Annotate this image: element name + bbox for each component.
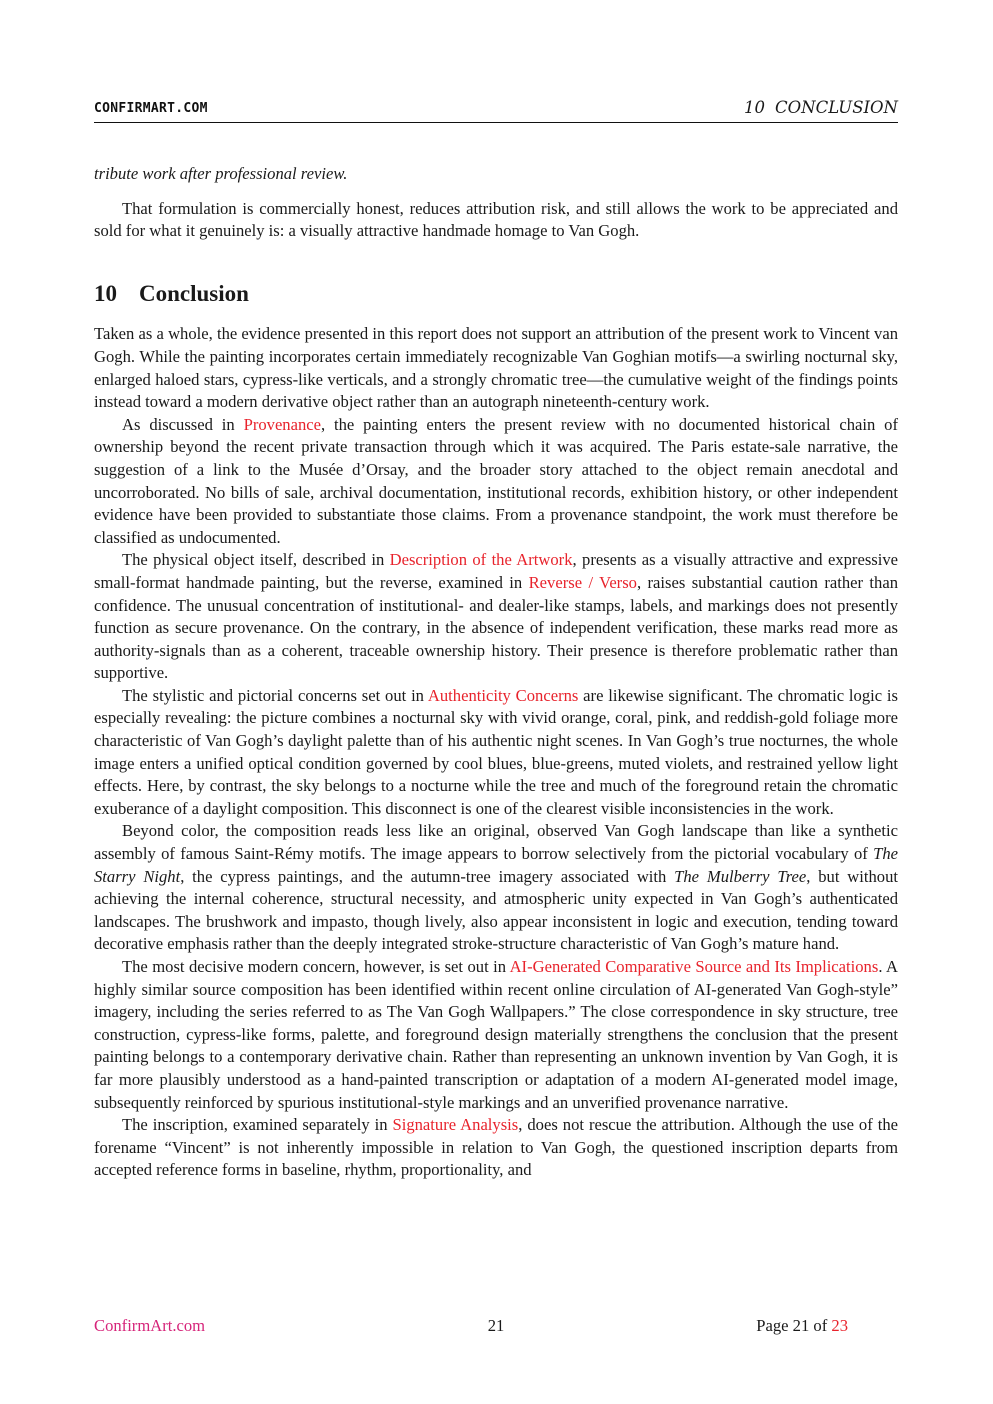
continued-text: tribute work after professional review.: [94, 164, 348, 183]
text-run: , the painting enters the present review with no documented historical chain of ownership beyond the recent private transaction through which it was acquired. The Paris estate-sale narrative, the suggestion of a link to the Musée d’Orsay, and the broader story attached to the object remain anecdotal and uncorroborated. No bills of sale, archival documentation, institutional records, exhibition history, or other independent evidence have been provided to substantiate those claims. From a provenance standpoint, the work must therefore be classified as undocumented.: [94, 414, 898, 547]
text-run: , does not rescue the attribution. Although the use of the forename “Vincent” is not inherently impossible in relation to Van Gogh, the questioned inscription departs from accepted reference forms in baseline, rhythm, proportionality, and: [94, 1115, 898, 1180]
text-run: The physical object itself, described in: [122, 550, 390, 570]
conclusion-paragraph-4: [94, 685, 898, 821]
conclusion-paragraph-1: Taken as a whole, the evidence presented in this report does not support an attribution of the present work to Vincent van Gogh. While the painting incorporates certain immediately recognizable Van Goghian motifs—a swirling nocturnal sky, enlarged haloed stars, cypress-like verticals, and a strongly chromatic tree—the cumulative weight of the findings points instead toward a modern derivative object rather than an autograph nineteenth-century work.: [94, 324, 898, 412]
artwork-title-mulberry-tree: The Mulberry Tree: [674, 866, 807, 886]
footer-page-number: 21: [487, 1316, 505, 1335]
text-run: The inscription, examined separately in: [122, 1115, 393, 1135]
confirmart-logo[interactable]: CONFIRMART.COM: [94, 101, 208, 116]
running-section-name: CONCLUSION: [775, 98, 898, 117]
paragraph-gap: [94, 186, 898, 198]
text-run: are likewise significant. The chromatic logic is especially revealing: the picture combines a nocturnal sky with vivid orange, coral, pink, and reddish-gold foliage more characteristic of Van Gogh’s daylight palette than of his authentic night scenes. In Van Gogh’s true nocturnes, the whole image enters a unified optical condition governed by cool blues, blue-greens, muted violets, and restrained yellow light effects. Here, by contrast, the sky belongs to a nocturne while the tree and much of the foreground retain the chromatic exuberance of a daylight composition. This disconnect is one of the clearest visible inconsistencies in the work.: [94, 685, 898, 818]
section-number: 10: [94, 280, 117, 306]
footer-page-prefix: Page 21 of: [756, 1316, 832, 1335]
conclusion-paragraph-2: [94, 414, 898, 550]
link-signature-analysis[interactable]: Signature Analysis: [392, 1115, 519, 1135]
link-description-of-artwork[interactable]: Description of the Artwork: [389, 550, 573, 570]
text-run: The stylistic and pictorial concerns set out in: [122, 685, 428, 705]
conclusion-paragraph-6: [94, 956, 898, 1114]
footer-page-total-link[interactable]: 23: [831, 1316, 848, 1335]
conclusion-paragraph-5: [94, 820, 898, 956]
text-run: As discussed in: [122, 414, 244, 434]
intro-paragraph: That formulation is commercially honest, reduces attribution risk, and still allows the work to be appreciated and sold for what it genuinely is: a visually attractive handmade homage to Van Gogh.: [94, 198, 898, 241]
running-section-number: 10: [744, 98, 766, 117]
link-ai-generated-source[interactable]: AI-Generated Comparative Source and Its Implications: [509, 957, 879, 976]
text-run: , presents as a visually attractive and expressive small-format handmade painting, but the reverse, examined in: [94, 550, 899, 592]
text-run: Beyond color, the composition reads less like an original, observed Van Gogh landscape than like a synthetic assembly of famous Saint-Rémy motifs. The image appears to borrow selectively from the pictorial vocabulary of: [94, 821, 898, 864]
section-title: Conclusion: [139, 280, 249, 306]
text-run: The most decisive modern concern, however, is set out in: [122, 957, 510, 976]
conclusion-paragraph-7: [94, 1114, 898, 1182]
conclusion-paragraph-3: [94, 549, 898, 685]
text-run: , but without achieving the internal coherence, structural necessity, and atmospheric unity expected in Van Gogh’s authenticated landscapes. The brushwork and impasto, though lively, also appear inconsistent in logic and execution, tending toward decorative emphasis rather than the deeply integrated stroke-structure characteristic of Van Gogh’s mature hand.: [94, 866, 899, 954]
page-footer: [94, 1316, 898, 1338]
link-reverse-verso[interactable]: Reverse / Verso: [528, 572, 637, 592]
text-run: . A highly similar source composition has been identified within recent online circulation of AI-generated Van Gogh-style” imagery, including the series referred to as The Van Gogh Wallpapers.” The close correspondence in sky structure, tree construction, cypress-like forms, palette, and foreground design materially strengthens the conclusion that the present painting belongs to a contemporary derivative chain. Rather than representing an unknown invention by Van Gogh, it is far more plausibly understood as a hand-painted transcription or adaptation of a modern AI-generated model image, subsequently reinforced by spurious institutional-style markings and an unverified provenance narrative.: [94, 957, 898, 1112]
text-run: , raises substantial caution rather than confidence. The unusual concentration of institutional- and dealer-like stamps, labels, and markings does not presently function as secure provenance. On the contrary, in the absence of independent verification, these marks read more as authority-signals than as a coherent, traceable ownership history. Their presence is therefore problematic rather than supportive.: [94, 572, 898, 683]
footer-page-of: [756, 1316, 848, 1336]
section-heading: [94, 280, 898, 306]
link-provenance[interactable]: Provenance: [243, 414, 321, 434]
artwork-title-starry-night: The Starry Night: [94, 844, 898, 886]
running-section-title: [744, 98, 898, 117]
text-run: , the cypress paintings, and the autumn-tree imagery associated with: [180, 866, 675, 886]
link-authenticity-concerns[interactable]: Authenticity Concerns: [427, 685, 579, 705]
page-body: [94, 163, 898, 1182]
running-header: [94, 98, 898, 123]
footer-site-link[interactable]: ConfirmArt.com: [94, 1316, 206, 1335]
